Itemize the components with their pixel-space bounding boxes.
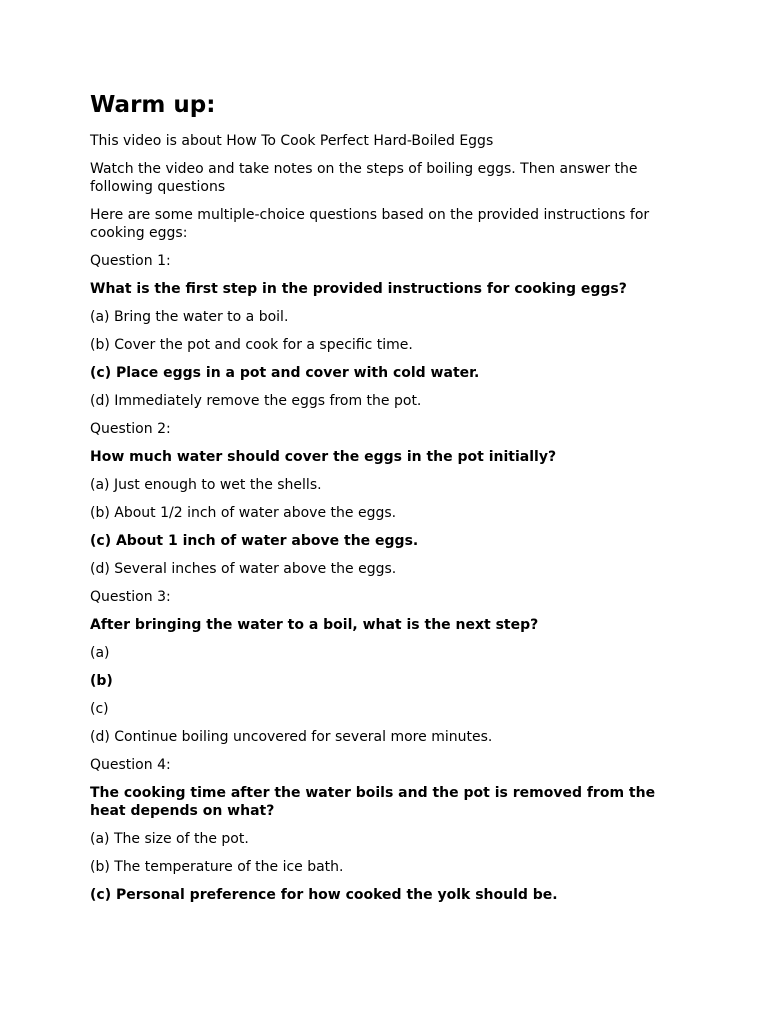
answer-option: (a) Just enough to wet the shells. [90,477,322,493]
intro-paragraph: Watch the video and take notes on the steps of boiling eggs. Then answer the following questions [90,161,638,195]
document-page [90,88,670,914]
answer-option: (c) [90,701,109,717]
question-label: Question 3: [90,589,171,605]
answer-option: (a) The size of the pot. [90,831,249,847]
answer-option: (b) Cover the pot and cook for a specific time. [90,337,413,353]
question-label: Question 2: [90,421,171,437]
question-text: The cooking time after the water boils and the pot is removed from the heat depends on what? [90,785,656,819]
answer-option: (b) The temperature of the ice bath. [90,859,344,875]
answer-option: (a) Bring the water to a boil. [90,309,289,325]
question-text: How much water should cover the eggs in the pot initially? [90,449,557,465]
question-label: Question 4: [90,757,171,773]
answer-option-correct: (c) About 1 inch of water above the eggs. [90,533,419,549]
answer-option: (d) Several inches of water above the eggs. [90,561,397,577]
answer-option-correct: (c) Place eggs in a pot and cover with cold water. [90,365,480,381]
page-title: Warm up: [90,92,216,118]
answer-option-correct: (b) [90,673,113,689]
question-label: Question 1: [90,253,171,269]
answer-option: (d) Continue boiling uncovered for several more minutes. [90,729,493,745]
intro-paragraph: Here are some multiple-choice questions based on the provided instructions for cooking eggs: [90,207,650,241]
question-text: After bringing the water to a boil, what is the next step? [90,617,539,633]
intro-paragraph: This video is about How To Cook Perfect Hard-Boiled Eggs [90,133,494,149]
question-text: What is the first step in the provided instructions for cooking eggs? [90,281,627,297]
answer-option: (a) [90,645,110,661]
answer-option-correct: (c) Personal preference for how cooked the yolk should be. [90,887,558,903]
answer-option: (d) Immediately remove the eggs from the pot. [90,393,422,409]
answer-option: (b) About 1/2 inch of water above the eggs. [90,505,397,521]
